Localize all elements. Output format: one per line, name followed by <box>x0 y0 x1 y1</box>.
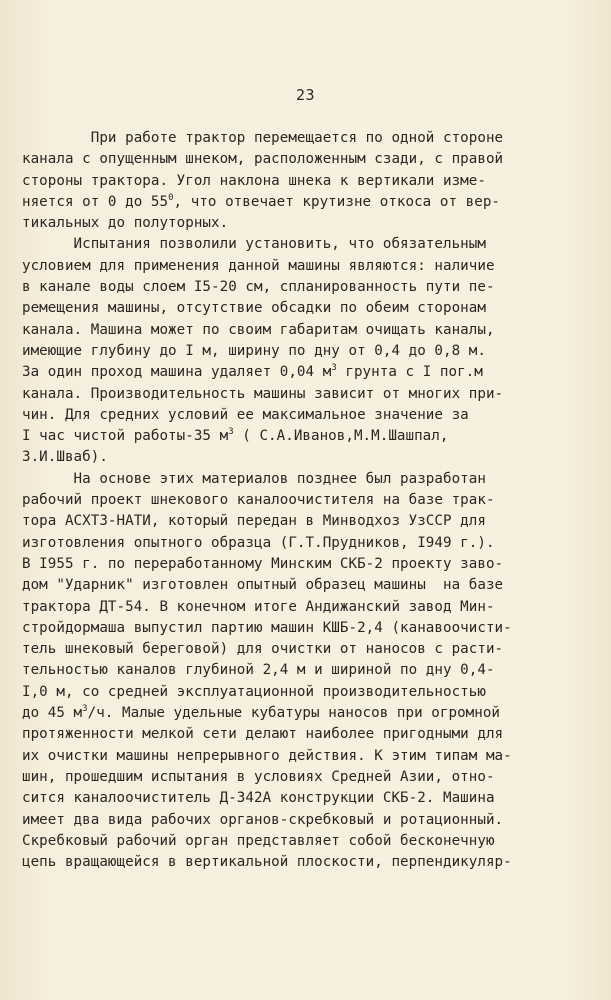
line-text: I,0 м, со средней эксплуатационной производительностью <box>22 683 486 700</box>
text-line <box>22 128 597 149</box>
text-line <box>22 490 597 511</box>
line-text: канала. Машина может по своим габаритам очищать каналы, <box>22 321 495 338</box>
text-line <box>22 852 597 873</box>
line-text: ремещения машины, отсутствие обсадки по обеим сторонам <box>22 300 486 317</box>
line-text-continued: грунта с I пог.м <box>336 364 483 381</box>
line-text-continued: , что отвечает крутизне откоса от вер- <box>173 193 501 210</box>
line-text: в канале воды слоем I5-20 см, спланированность пути пе- <box>22 279 495 296</box>
text-line <box>22 277 597 298</box>
text-line <box>22 405 597 426</box>
line-text: цепь вращающейся в вертикальной плоскости, перпендикуляр- <box>22 854 512 871</box>
line-text: трактора ДТ-54. В конечном итоге Андижанский завод Мин- <box>22 598 495 615</box>
line-text: канала. Производительность машины зависит от многих при- <box>22 385 504 402</box>
body-text <box>22 128 597 873</box>
superscript: 3 <box>228 427 234 438</box>
text-line <box>22 767 597 788</box>
text-line <box>22 234 597 255</box>
line-text: няется от 0 до 55 <box>22 193 169 210</box>
line-text: имеет два вида рабочих органов-скребковый и ротационный. <box>22 811 504 828</box>
line-text: тельностью каналов глубиной 2,4 м и шириной по дну 0,4- <box>22 662 495 679</box>
text-line <box>22 213 597 234</box>
line-text: протяженности мелкой сети делают наиболее пригодными для <box>22 726 504 743</box>
text-line <box>22 298 597 319</box>
text-line <box>22 171 597 192</box>
text-line <box>22 618 597 639</box>
text-line <box>22 810 597 831</box>
line-text: шин, прошедшим испытания в условиях Средней Азии, отно- <box>22 768 495 785</box>
line-text: стройдормаша выпустил партию машин КШБ-2,4 (канавоочисти- <box>22 619 512 636</box>
line-text: изготовления опытного образца (Г.Т.Прудников, I949 г.). <box>22 534 495 551</box>
line-text: тель шнековый береговой) для очистки от наносов с расти- <box>22 641 504 658</box>
page-number: 23 <box>295 86 316 104</box>
line-text-continued: /ч. Малые удельные кубатуры наносов при огромной <box>87 705 501 722</box>
text-line <box>22 533 597 554</box>
text-line <box>22 788 597 809</box>
line-text: до 45 м <box>22 705 83 722</box>
text-line <box>22 256 597 277</box>
text-line <box>22 682 597 703</box>
line-text: З.И.Шваб). <box>22 449 108 466</box>
line-text: На основе этих материалов позднее был разработан <box>22 470 486 487</box>
line-text: условием для применения данной машины являются: наличие <box>22 257 495 274</box>
text-line <box>22 511 597 532</box>
line-text: I час чистой работы-35 м <box>22 428 229 445</box>
text-line <box>22 447 597 468</box>
line-text: дом "Ударник" изготовлен опытный образец машины на базе <box>22 577 504 594</box>
text-line <box>22 639 597 660</box>
line-text: При работе трактор перемещается по одной стороне <box>22 130 504 146</box>
line-text: чин. Для средних условий ее максимальное значение за <box>22 406 469 423</box>
text-line <box>22 149 597 170</box>
text-line <box>22 384 597 405</box>
line-text: За один проход машина удаляет 0,04 м <box>22 364 332 381</box>
superscript: 3 <box>331 363 337 374</box>
superscript: 0 <box>168 192 174 203</box>
text-line <box>22 426 597 447</box>
line-text: В I955 г. по переработанному Минским СКБ-2 проекту заво- <box>22 555 504 572</box>
line-text-continued: ( С.А.Иванов,М.М.Шашпал, <box>233 428 449 445</box>
text-line <box>22 597 597 618</box>
superscript: 3 <box>82 704 88 715</box>
text-line <box>22 320 597 341</box>
text-line <box>22 192 597 213</box>
line-text: Испытания позволили установить, что обязательным <box>22 236 486 253</box>
line-text: их очистки машины непрерывного действия. К этим типам ма- <box>22 747 512 764</box>
line-text: стороны трактора. Угол наклона шнека к вертикали изме- <box>22 172 486 189</box>
line-text: Скребковый рабочий орган представляет собой бесконечную <box>22 832 495 849</box>
line-text: тикальных до полуторных. <box>22 215 229 232</box>
text-line <box>22 362 597 383</box>
line-text: сится каналоочиститель Д-342А конструкции СКБ-2. Машина <box>22 790 495 807</box>
text-line <box>22 554 597 575</box>
text-line <box>22 660 597 681</box>
line-text: имеющие глубину до I м, ширину по дну от 0,4 до 0,8 м. <box>22 342 486 359</box>
text-line <box>22 746 597 767</box>
text-line <box>22 469 597 490</box>
line-text: канала с опущенным шнеком, расположенным сзади, с правой <box>22 151 504 168</box>
text-line <box>22 724 597 745</box>
text-line <box>22 703 597 724</box>
text-line <box>22 341 597 362</box>
text-line <box>22 575 597 596</box>
text-line <box>22 831 597 852</box>
line-text: тора АСХТЗ-НАТИ, который передан в Минводхоз УзССР для <box>22 513 486 530</box>
line-text: рабочий проект шнекового каналоочистителя на базе трак- <box>22 492 495 509</box>
